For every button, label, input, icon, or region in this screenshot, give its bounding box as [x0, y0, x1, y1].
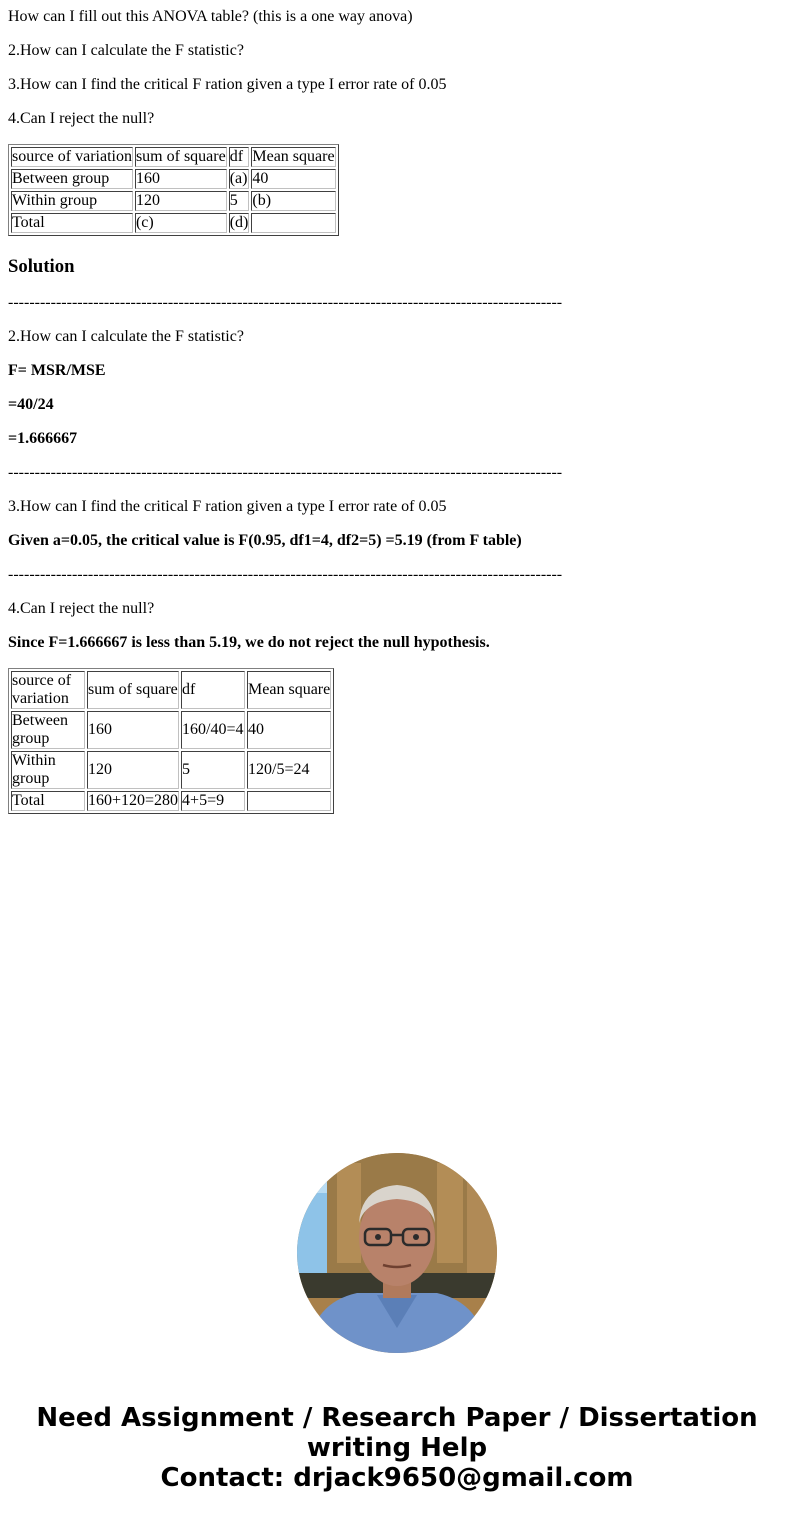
table-cell: 120: [135, 191, 227, 211]
question-anova-table: [8, 144, 339, 236]
table-cell: Between group: [11, 711, 85, 749]
table-row: [11, 711, 331, 749]
answer-anova-table: [8, 668, 334, 814]
separator: --------------------------------------------------------------------------------------------------------: [8, 294, 563, 311]
header-cell: Mean square: [252, 148, 335, 165]
header-cell: sum of square: [87, 671, 179, 709]
table-cell: Within group: [11, 751, 85, 789]
table-cell: [251, 213, 335, 233]
question-2: 2.How can I calculate the F statistic?: [8, 42, 244, 59]
table-header-row: [11, 671, 331, 709]
table-cell: (c): [135, 213, 227, 233]
header-cell: sum of square: [135, 148, 226, 165]
f-value: =1.666667: [8, 430, 78, 447]
table-cell: Total: [11, 213, 133, 233]
solution-heading: Solution: [8, 256, 75, 277]
advert-line-1: Need Assignment / Research Paper / Dissertation: [36, 1403, 758, 1433]
separator: --------------------------------------------------------------------------------------------------------: [8, 464, 563, 481]
table-cell: 160: [87, 711, 179, 749]
table-row: [11, 791, 331, 811]
table-header-row: [11, 147, 336, 167]
table-cell: 5: [229, 191, 250, 211]
table-cell: Within group: [11, 191, 133, 211]
table-cell: 160/40=4: [181, 711, 245, 749]
table-cell: 40: [247, 711, 331, 749]
header-cell: source of variation: [11, 671, 85, 709]
header-cell: df: [229, 147, 250, 167]
author-avatar: [297, 1153, 497, 1353]
table-cell: 4+5=9: [181, 791, 245, 811]
header-cell: df: [181, 671, 245, 709]
table-cell: (b): [251, 191, 335, 211]
question-1: How can I fill out this ANOVA table? (this is a one way anova): [8, 8, 413, 25]
question-4: 4.Can I reject the null?: [8, 110, 155, 127]
table-cell: Between group: [11, 169, 133, 189]
question-content: [8, 0, 786, 814]
table-row: [11, 213, 336, 233]
table-cell: [247, 791, 331, 811]
solution-question-2: 2.How can I calculate the F statistic?: [8, 328, 244, 345]
f-formula: F= MSR/MSE: [8, 362, 106, 379]
separator: --------------------------------------------------------------------------------------------------------: [8, 566, 563, 583]
question-3: 3.How can I find the critical F ration given a type I error rate of 0.05: [8, 76, 447, 93]
advert-contact: Contact: drjack9650@gmail.com: [160, 1463, 634, 1493]
table-row: [11, 191, 336, 211]
table-cell: 160+120=280: [88, 792, 179, 809]
solution-question-4: 4.Can I reject the null?: [8, 600, 155, 617]
table-cell: 40: [251, 169, 335, 189]
table-cell: (a): [229, 170, 248, 187]
table-row: [11, 169, 336, 189]
author-portrait-image: [297, 1153, 497, 1353]
table-cell: 5: [181, 751, 245, 789]
table-cell: 120: [87, 751, 179, 789]
table-cell: (d): [229, 214, 249, 231]
solution-question-3: 3.How can I find the critical F ration given a type I error rate of 0.05: [8, 498, 447, 515]
table-row: [11, 751, 331, 789]
conclusion: Since F=1.666667 is less than 5.19, we do not reject the null hypothesis.: [8, 634, 490, 651]
f-substitution: =40/24: [8, 396, 54, 413]
critical-value: Given a=0.05, the critical value is F(0.95, df1=4, df2=5) =5.19 (from F table): [8, 532, 522, 549]
table-cell: 120/5=24: [247, 751, 331, 789]
table-cell: 160: [135, 169, 227, 189]
help-advert: [0, 1403, 794, 1493]
advert-line-2: writing Help: [306, 1433, 488, 1463]
header-cell: Mean square: [247, 671, 331, 709]
header-cell: source of variation: [12, 148, 132, 165]
table-cell: Total: [11, 791, 85, 811]
